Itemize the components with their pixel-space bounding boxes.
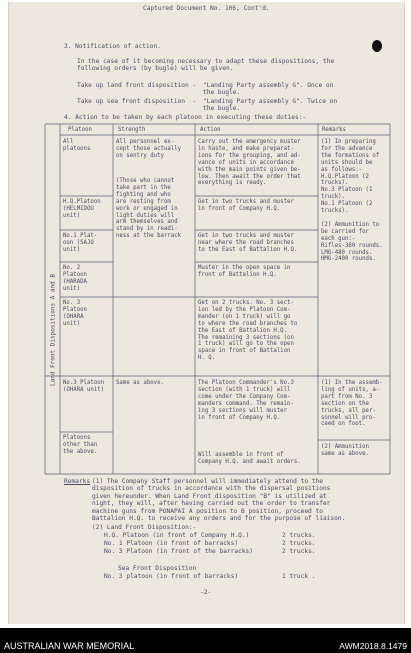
column-header-strength: Strength (118, 127, 146, 133)
table-cell-action: Muster in the open space in front of Battalion H.Q. (198, 265, 291, 278)
table-cell-action: Get on 2 trucks. No. 3 sect- ion led by the Platoon Com- mander (on 1 truck) will go to where the road branches to the East of Battalion H.Q. The remaining 3 sections (on 1 truck) will go to the open space in front of Battalion H. Q. (198, 300, 298, 362)
table-cell-action: The Platoon Commander's No.3 section (with 1 truck) will come under the Company Com- manders command. The remain- ing 3 sections will muster in front of Company H.Q. (198, 380, 294, 421)
page-number: -2- (200, 589, 212, 596)
table-cell-platoon: No.1 Plat- oon (SAJO unit) (63, 233, 98, 253)
table-cell-platoon: No. 3 Platoon (OHARA unit) (63, 300, 87, 327)
table-cell-remarks: (1) In preparing for the advance the formations of units should be as follows:- H.Q.Platoon (2 trucks). No.3 Platoon (1 truck). No.1 Platoon (2 trucks). (2) Ammunition to be carried for each gun:- Rifles-360 rounds. LMG-480 rounds. HMG-2400 rounds. (321, 139, 383, 263)
table-cell-action: Get in two trucks and muster in front of Company H.Q. (198, 199, 294, 212)
section-heading-notification: 3. Notification of action. (64, 43, 161, 50)
footer-archive-name: AUSTRALIAN WAR MEMORIAL (4, 641, 135, 651)
truck-unit: No. 3 Platoon (in front of the barracks) (104, 548, 254, 555)
table-cell-remarks: (1) In the assemb- ling of units, a- part from No. 3 section on the trucks, all per- sonnel will pro- ceed on foot. (321, 380, 383, 428)
truck-count: 2 trucks. (282, 540, 316, 547)
table-cell-platoon: Platoons other than the above. (63, 435, 98, 455)
table-cell-strength: All personnel ex- cept those actually on sentry duty (116, 139, 182, 159)
column-header-remarks: Remarks (322, 127, 346, 133)
land-front-label: Take up land front disposition - (77, 82, 197, 89)
land-front-side-label: Land Front Dispositions A and B (49, 274, 57, 386)
table-cell-strength: Same as above. (116, 380, 164, 386)
section-heading-action: 4. Action to be taken by each platoon in executing these duties:- (64, 114, 307, 121)
notification-intro: In the case of it becoming necessary to adapt these dispositions, the following orders (by bugle) will be given. (77, 58, 335, 73)
sea-front-unit: No. 3 platoon (in front of barracks) (104, 573, 239, 580)
sea-front-order: "Landing Party assembly G". Twice on the bugle. (203, 98, 338, 113)
document-header: Captured Document No. 106, Cont'd. (143, 5, 270, 12)
truck-unit: No. 1 Platoon (in front of barracks) (104, 540, 239, 547)
footer-bar (0, 628, 411, 653)
table-cell-action: Carry out the emergency muster in haste, and make preparat- ions for the grouping, and ad- vance of units in accordance with the main points given be- low. Then await the order that everything is ready. (198, 139, 301, 187)
table-cell-platoon: No. 2 Platoon (HARADA unit) (63, 265, 87, 292)
table-cell-strength: (Those who cannot take part in the fighting and who are resting from work or engaged in light duties will arm themselves and stand by in readi- ness at the barrack (116, 178, 182, 240)
sea-front-heading: Sea Front Disposition (118, 565, 197, 572)
column-header-platoon: Platoon (68, 127, 92, 133)
table-cell-platoon: All platoons (63, 139, 91, 152)
truck-count: 2 trucks. (282, 532, 316, 539)
table-cell-action: Get in two trucks and muster near where the road branches to the East of Battalion H.Q. (198, 233, 298, 253)
truck-count: 2 trucks. (282, 548, 316, 555)
table-cell-action: Will assemble in front of Company H.Q. and await orders. (198, 452, 301, 465)
sea-front-count: 1 truck . (282, 573, 316, 580)
land-front-order: "Landing Party assembly G". Once on the bugle. (203, 82, 334, 97)
table-cell-platoon: No.3 Platoon (OHARA unit) (63, 380, 105, 393)
table-cell-remarks: (2) Ammunition same as above. (321, 444, 369, 457)
sea-front-label: Take up sea front disposition - (77, 98, 197, 105)
remarks-label: Remarks (64, 478, 91, 485)
footer-accession-id: AWM2018.8.1479 (339, 641, 407, 651)
table-cell-platoon: H.Q.Platoon (HELMIDOU unit) (63, 199, 101, 219)
truck-unit: H.Q. Platoon (in front of Company H.Q.) (104, 532, 250, 539)
remarks-item-2-heading: (2) Land Front Disposition:- (92, 524, 197, 531)
remarks-item-1: (1) The Company Staff personnel will immediately attend to the disposition of trucks in accordance with the dispersal positions given hereunder. When Land Front disposition "B" is utilized at night, they will, after having carried out the order to transfer machine guns from PONAPAI A position to B position, proceed to Battalion H.Q. to receive any orders and for the purpose of liaison. (92, 478, 346, 523)
column-header-action: Action (200, 127, 221, 133)
